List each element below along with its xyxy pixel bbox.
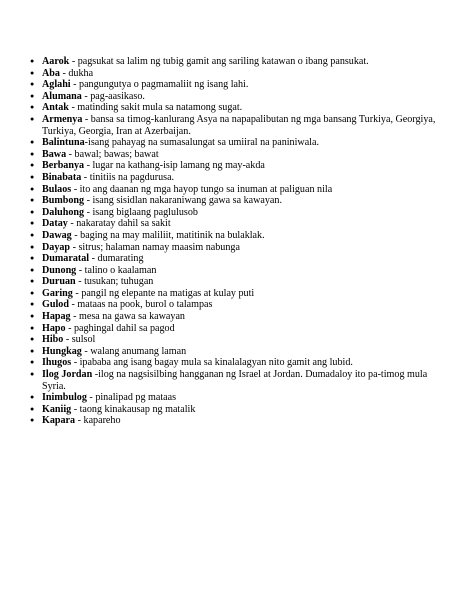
glossary-definition: bawal; bawas; bawat xyxy=(74,148,159,160)
term-separator: - xyxy=(66,148,75,160)
glossary-term: Alumana xyxy=(42,90,82,102)
glossary-definition: isang sisidlan nakaraniwang gawa sa kawayan. xyxy=(92,195,282,207)
glossary-entry xyxy=(30,160,450,172)
glossary-entry xyxy=(30,218,450,230)
glossary-entry xyxy=(30,311,450,323)
glossary-entry xyxy=(30,207,450,219)
glossary-definition: kapareho xyxy=(83,415,121,427)
glossary-term: Dunong xyxy=(42,264,77,276)
glossary-term: Bawa xyxy=(42,148,67,160)
glossary-entry xyxy=(30,276,450,288)
glossary-definition: ito ang daanan ng mga hayop tungo sa inuman at paliguan nila xyxy=(79,183,333,195)
glossary-term: Aglahi xyxy=(42,79,71,91)
term-separator: - xyxy=(71,403,80,415)
glossary-entry xyxy=(30,346,450,358)
glossary-term: Dumaratal xyxy=(42,253,90,265)
glossary-term: Kapara xyxy=(42,415,76,427)
glossary-definition: baging na may maliliit, matitinik na bulaklak. xyxy=(80,229,265,241)
glossary-entry xyxy=(30,299,450,311)
glossary-term: Dawag xyxy=(42,229,72,241)
glossary-definition: matinding sakit mula sa natamong sugat. xyxy=(77,102,243,114)
glossary-entry xyxy=(30,242,450,254)
glossary-term: Daluhong xyxy=(42,206,85,218)
glossary-definition: ipababa ang isang bagay mula sa kinalalagyan nito gamit ang lubid. xyxy=(79,357,353,369)
glossary-term: Duruan xyxy=(42,276,76,288)
term-separator: - xyxy=(70,79,80,91)
glossary-entry xyxy=(30,79,450,91)
glossary-entry xyxy=(30,56,450,68)
glossary-entry xyxy=(30,172,450,184)
term-separator: - xyxy=(68,102,78,114)
term-separator: - xyxy=(75,276,85,288)
glossary-term: Hungkag xyxy=(42,345,82,357)
glossary-entry xyxy=(30,392,450,404)
term-separator: - xyxy=(82,113,91,125)
glossary-entry xyxy=(30,265,450,277)
term-separator: - xyxy=(71,357,80,369)
glossary-term: Kaniig xyxy=(42,403,72,415)
glossary-definition: sitrus; halaman namay maasim nabunga xyxy=(78,241,240,253)
glossary-entry xyxy=(30,323,450,335)
term-separator: - xyxy=(72,287,82,299)
glossary-entry xyxy=(30,334,450,346)
glossary-entry xyxy=(30,114,450,137)
term-separator: - xyxy=(81,171,90,183)
glossary-definition: pinalipad pg mataas xyxy=(95,392,177,404)
term-separator: - xyxy=(67,218,77,230)
glossary-definition: sulsol xyxy=(71,334,96,346)
term-separator: - xyxy=(65,322,74,334)
term-separator: - xyxy=(89,253,98,265)
glossary-entry xyxy=(30,91,450,103)
glossary-definition: paghingal dahil sa pagod xyxy=(73,322,175,334)
term-separator: - xyxy=(84,206,93,218)
glossary-entry xyxy=(30,102,450,114)
glossary-term: Gulod xyxy=(42,299,69,311)
glossary-definition: walang anumang laman xyxy=(90,345,187,357)
glossary-definition: pag-aasikaso. xyxy=(90,90,145,102)
glossary-entry xyxy=(30,149,450,161)
term-separator: - xyxy=(84,137,89,149)
term-separator: - xyxy=(81,345,91,357)
glossary-entry xyxy=(30,230,450,242)
glossary-term: Garing xyxy=(42,287,73,299)
glossary-term: Datay xyxy=(42,218,68,230)
glossary-entry xyxy=(30,404,450,416)
glossary-term: Bumbong xyxy=(42,195,85,207)
glossary-term: Inimbulog xyxy=(42,392,87,404)
term-separator: - xyxy=(92,369,99,381)
glossary-term: Ilog Jordan xyxy=(42,369,93,381)
glossary-entry xyxy=(30,288,450,300)
term-separator: - xyxy=(71,229,81,241)
glossary-term: Balintuna xyxy=(42,137,85,149)
glossary-definition: pagsukat sa lalim ng tubig gamit ang sariling katawan o ibang pansukat. xyxy=(77,56,369,67)
glossary-definition: pangil ng elepante na matigas at kulay puti xyxy=(81,287,255,299)
term-separator: - xyxy=(71,183,80,195)
glossary-term: Armenya xyxy=(42,113,83,125)
term-separator: - xyxy=(81,90,91,102)
glossary-definition: dukha xyxy=(68,67,94,79)
term-separator: - xyxy=(86,392,96,404)
term-separator: - xyxy=(84,160,93,172)
term-separator: - xyxy=(76,264,85,276)
glossary-term: Hibo xyxy=(42,334,64,346)
glossary-definition: mataas na pook, burol o talampas xyxy=(77,299,213,311)
term-separator: - xyxy=(69,56,78,67)
glossary-definition: lugar na kathang-isip lamang ng may-akda xyxy=(92,160,265,172)
glossary-entry xyxy=(30,195,450,207)
glossary-definition: bansa sa timog-kanlurang Asya na napapalibutan ng mga bansang Turkiya, Georgiya, Turkiya, Georgia, Iran at Azerbaijan. xyxy=(42,113,436,137)
glossary-term: Hapo xyxy=(42,322,66,334)
term-separator: - xyxy=(68,299,78,311)
glossary-list xyxy=(30,56,450,427)
glossary-definition: dumarating xyxy=(97,253,144,265)
glossary-definition: isang biglaang paglulusob xyxy=(92,206,198,218)
term-separator: - xyxy=(70,311,80,323)
glossary-definition: taong kinakausap ng matalik xyxy=(79,403,196,415)
term-separator: - xyxy=(84,195,93,207)
glossary-term: Binabata xyxy=(42,171,82,183)
glossary-entry xyxy=(30,68,450,80)
term-separator: - xyxy=(59,67,69,79)
glossary-entry xyxy=(30,415,450,427)
glossary-definition: mesa na gawa sa kawayan xyxy=(79,311,185,323)
glossary-term: Dayap xyxy=(42,241,71,253)
glossary-entry xyxy=(30,184,450,196)
glossary-term: Antak xyxy=(42,102,69,114)
glossary-definition: isang pahayag na sumasalungat sa umiiral na paniniwala. xyxy=(88,137,319,149)
glossary-term: Ihugos xyxy=(42,357,72,369)
glossary-term: Bulaos xyxy=(42,183,72,195)
glossary-entry xyxy=(30,357,450,369)
term-separator: - xyxy=(70,241,79,253)
glossary-definition: nakaratay dahil sa sakit xyxy=(76,218,171,230)
term-separator: - xyxy=(75,415,84,427)
glossary-definition: tinitiis na pagdurusa. xyxy=(89,171,175,183)
glossary-definition: tusukan; tuhugan xyxy=(84,276,154,288)
glossary-definition: pangungutya o pagmamaliit ng isang lahi. xyxy=(79,79,249,91)
glossary-entry xyxy=(30,369,450,392)
glossary-term: Aba xyxy=(42,67,60,79)
glossary-definition: talino o kaalaman xyxy=(84,264,157,276)
glossary-entry xyxy=(30,253,450,265)
glossary-term: Berbanya xyxy=(42,160,85,172)
glossary-term: Hapag xyxy=(42,311,71,323)
glossary-term: Aarok xyxy=(42,56,70,67)
term-separator: - xyxy=(63,334,72,346)
glossary-entry xyxy=(30,137,450,149)
glossary-definition: ilog na nagsisilbing hangganan ng Israel at Jordan. Dumadaloy ito pa-timog mula Syria. xyxy=(42,369,428,392)
